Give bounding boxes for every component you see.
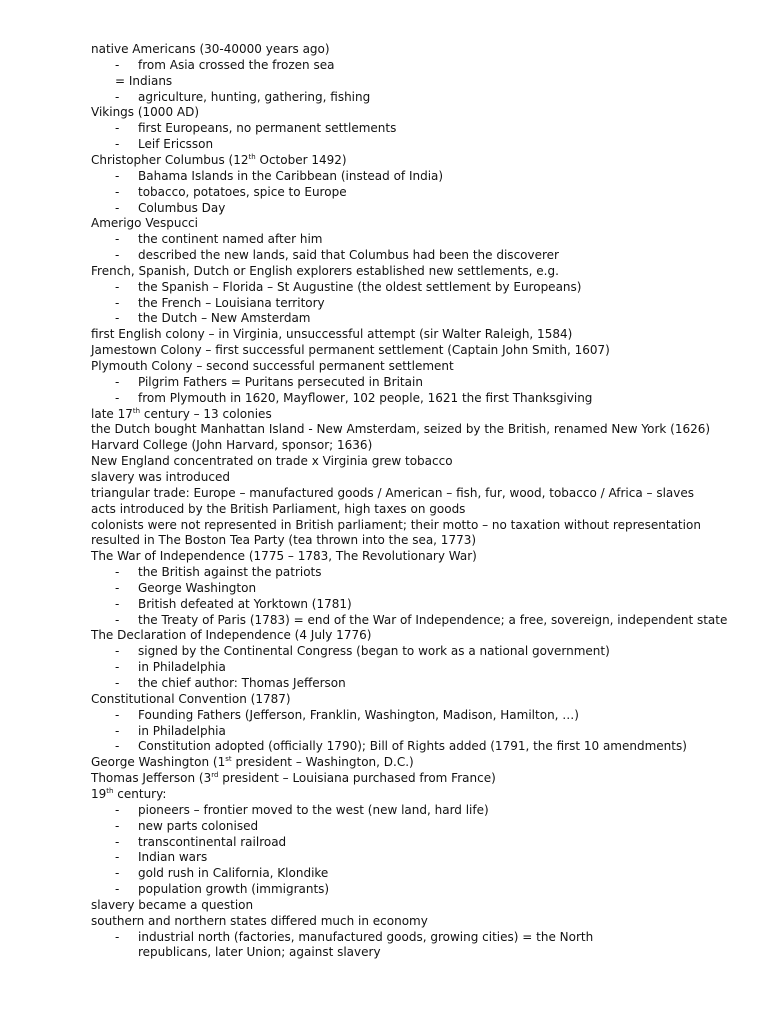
list-item: from Asia crossed the frozen sea bbox=[138, 58, 335, 72]
list-bullet: - bbox=[115, 644, 120, 658]
heading-text: Thomas Jefferson (3 bbox=[91, 771, 212, 785]
heading-line: acts introduced by the British Parliament, high taxes on goods bbox=[91, 502, 466, 516]
list-item: described the new lands, said that Columbus had been the discoverer bbox=[138, 248, 559, 262]
list-bullet: - bbox=[115, 739, 120, 753]
list-bullet: - bbox=[115, 280, 120, 294]
list-item: industrial north (factories, manufactured goods, growing cities) = the North bbox=[138, 930, 594, 944]
heading-line bbox=[91, 406, 272, 422]
heading-line bbox=[91, 786, 166, 802]
ordinal-suffix: th bbox=[106, 787, 114, 795]
list-bullet: - bbox=[115, 724, 120, 738]
list-item: agriculture, hunting, gathering, fishing bbox=[138, 90, 371, 104]
heading-line: Jamestown Colony – first successful permanent settlement (Captain John Smith, 1607) bbox=[91, 343, 610, 357]
list-item: Columbus Day bbox=[138, 201, 226, 215]
list-bullet: - bbox=[115, 565, 120, 579]
list-bullet: - bbox=[115, 375, 120, 389]
list-bullet: - bbox=[115, 169, 120, 183]
list-bullet: - bbox=[115, 391, 120, 405]
heading-line: the Dutch bought Manhattan Island - New Amsterdam, seized by the British, renamed New York (1626) bbox=[91, 422, 711, 436]
list-item: in Philadelphia bbox=[138, 724, 226, 738]
list-bullet: - bbox=[115, 803, 120, 817]
heading-text: president – Louisiana purchased from France) bbox=[218, 771, 496, 785]
heading-line: New England concentrated on trade x Virginia grew tobacco bbox=[91, 454, 453, 468]
list-item: in Philadelphia bbox=[138, 660, 226, 674]
list-bullet: - bbox=[115, 597, 120, 611]
ordinal-suffix: th bbox=[132, 407, 141, 415]
heading-text: October 1492) bbox=[255, 153, 347, 167]
heading-line: French, Spanish, Dutch or English explorers established new settlements, e.g. bbox=[91, 264, 559, 278]
heading-line: southern and northern states differed much in economy bbox=[91, 914, 428, 928]
list-bullet: - bbox=[115, 90, 120, 104]
list-item: population growth (immigrants) bbox=[138, 882, 330, 896]
list-bullet: - bbox=[115, 866, 120, 880]
heading-line: triangular trade: Europe – manufactured goods / American – fish, fur, wood, tobacco / Africa – slaves bbox=[91, 486, 695, 500]
list-bullet: - bbox=[115, 296, 120, 310]
list-item: tobacco, potatoes, spice to Europe bbox=[138, 185, 347, 199]
list-item: new parts colonised bbox=[138, 819, 259, 833]
list-item: the Treaty of Paris (1783) = end of the War of Independence; a free, sovereign, independent state bbox=[138, 613, 728, 627]
list-item: the British against the patriots bbox=[138, 565, 322, 579]
heading-line: Constitutional Convention (1787) bbox=[91, 692, 291, 706]
list-bullet: - bbox=[115, 613, 120, 627]
list-item: Pilgrim Fathers = Puritans persecuted in Britain bbox=[138, 375, 423, 389]
list-bullet: - bbox=[115, 58, 120, 72]
list-bullet: - bbox=[115, 676, 120, 690]
heading-line: slavery became a question bbox=[91, 898, 254, 912]
list-bullet: - bbox=[115, 850, 120, 864]
heading-line bbox=[91, 754, 414, 770]
list-item: Founding Fathers (Jefferson, Franklin, Washington, Madison, Hamilton, …) bbox=[138, 708, 579, 722]
list-item: the Dutch – New Amsterdam bbox=[138, 311, 311, 325]
list-item: signed by the Continental Congress (began to work as a national government) bbox=[138, 644, 610, 658]
heading-text: century – 13 colonies bbox=[140, 407, 272, 421]
list-item: Indian wars bbox=[138, 850, 208, 864]
list-bullet: - bbox=[115, 201, 120, 215]
list-bullet: - bbox=[115, 311, 120, 325]
list-bullet: - bbox=[115, 708, 120, 722]
ordinal-suffix: th bbox=[248, 153, 256, 161]
heading-text: century: bbox=[113, 787, 167, 801]
text-line: republicans, later Union; against slavery bbox=[138, 945, 381, 959]
text-line: = Indians bbox=[115, 74, 173, 88]
list-item: pioneers – frontier moved to the west (new land, hard life) bbox=[138, 803, 489, 817]
list-bullet: - bbox=[115, 835, 120, 849]
heading-line: first English colony – in Virginia, unsuccessful attempt (sir Walter Raleigh, 1584) bbox=[91, 327, 573, 341]
heading-text: president – Washington, D.C.) bbox=[231, 755, 414, 769]
list-item: British defeated at Yorktown (1781) bbox=[138, 597, 352, 611]
list-item: the Spanish – Florida – St Augustine (the oldest settlement by Europeans) bbox=[138, 280, 582, 294]
ordinal-suffix: rd bbox=[211, 771, 219, 779]
list-item: from Plymouth in 1620, Mayflower, 102 people, 1621 the first Thanksgiving bbox=[138, 391, 593, 405]
list-bullet: - bbox=[115, 930, 120, 944]
list-bullet: - bbox=[115, 882, 120, 896]
list-item: Bahama Islands in the Caribbean (instead of India) bbox=[138, 169, 444, 183]
list-bullet: - bbox=[115, 137, 120, 151]
list-item: first Europeans, no permanent settlements bbox=[138, 121, 397, 135]
list-item: the continent named after him bbox=[138, 232, 323, 246]
heading-line: native Americans (30-40000 years ago) bbox=[91, 42, 330, 56]
heading-line bbox=[91, 770, 496, 786]
list-bullet: - bbox=[115, 581, 120, 595]
list-bullet: - bbox=[115, 819, 120, 833]
list-bullet: - bbox=[115, 248, 120, 262]
heading-text: George Washington (1 bbox=[91, 755, 226, 769]
heading-line: Harvard College (John Harvard, sponsor; 1636) bbox=[91, 438, 373, 452]
list-bullet: - bbox=[115, 232, 120, 246]
list-bullet: - bbox=[115, 185, 120, 199]
heading-text: late 17 bbox=[91, 407, 133, 421]
list-item: gold rush in California, Klondike bbox=[138, 866, 329, 880]
heading-line: The War of Independence (1775 – 1783, The Revolutionary War) bbox=[91, 549, 477, 563]
heading-line: resulted in The Boston Tea Party (tea thrown into the sea, 1773) bbox=[91, 533, 477, 547]
heading-line: The Declaration of Independence (4 July 1776) bbox=[91, 628, 372, 642]
list-item: Constitution adopted (officially 1790); Bill of Rights added (1791, the first 10 amendments) bbox=[138, 739, 687, 753]
heading-line: slavery was introduced bbox=[91, 470, 230, 484]
heading-text: 19 bbox=[91, 787, 107, 801]
list-item: the French – Louisiana territory bbox=[138, 296, 325, 310]
list-item: transcontinental railroad bbox=[138, 835, 287, 849]
list-bullet: - bbox=[115, 660, 120, 674]
list-item: George Washington bbox=[138, 581, 257, 595]
heading-line: Plymouth Colony – second successful permanent settlement bbox=[91, 359, 454, 373]
heading-line: Amerigo Vespucci bbox=[91, 216, 198, 230]
list-item: the chief author: Thomas Jefferson bbox=[138, 676, 346, 690]
ordinal-suffix: st bbox=[225, 755, 232, 763]
list-item: Leif Ericsson bbox=[138, 137, 214, 151]
heading-text: Christopher Columbus (12 bbox=[91, 153, 249, 167]
heading-line bbox=[91, 152, 347, 168]
heading-line: colonists were not represented in British parliament; their motto – no taxation without representation bbox=[91, 518, 701, 532]
heading-line: Vikings (1000 AD) bbox=[91, 105, 200, 119]
list-bullet: - bbox=[115, 121, 120, 135]
